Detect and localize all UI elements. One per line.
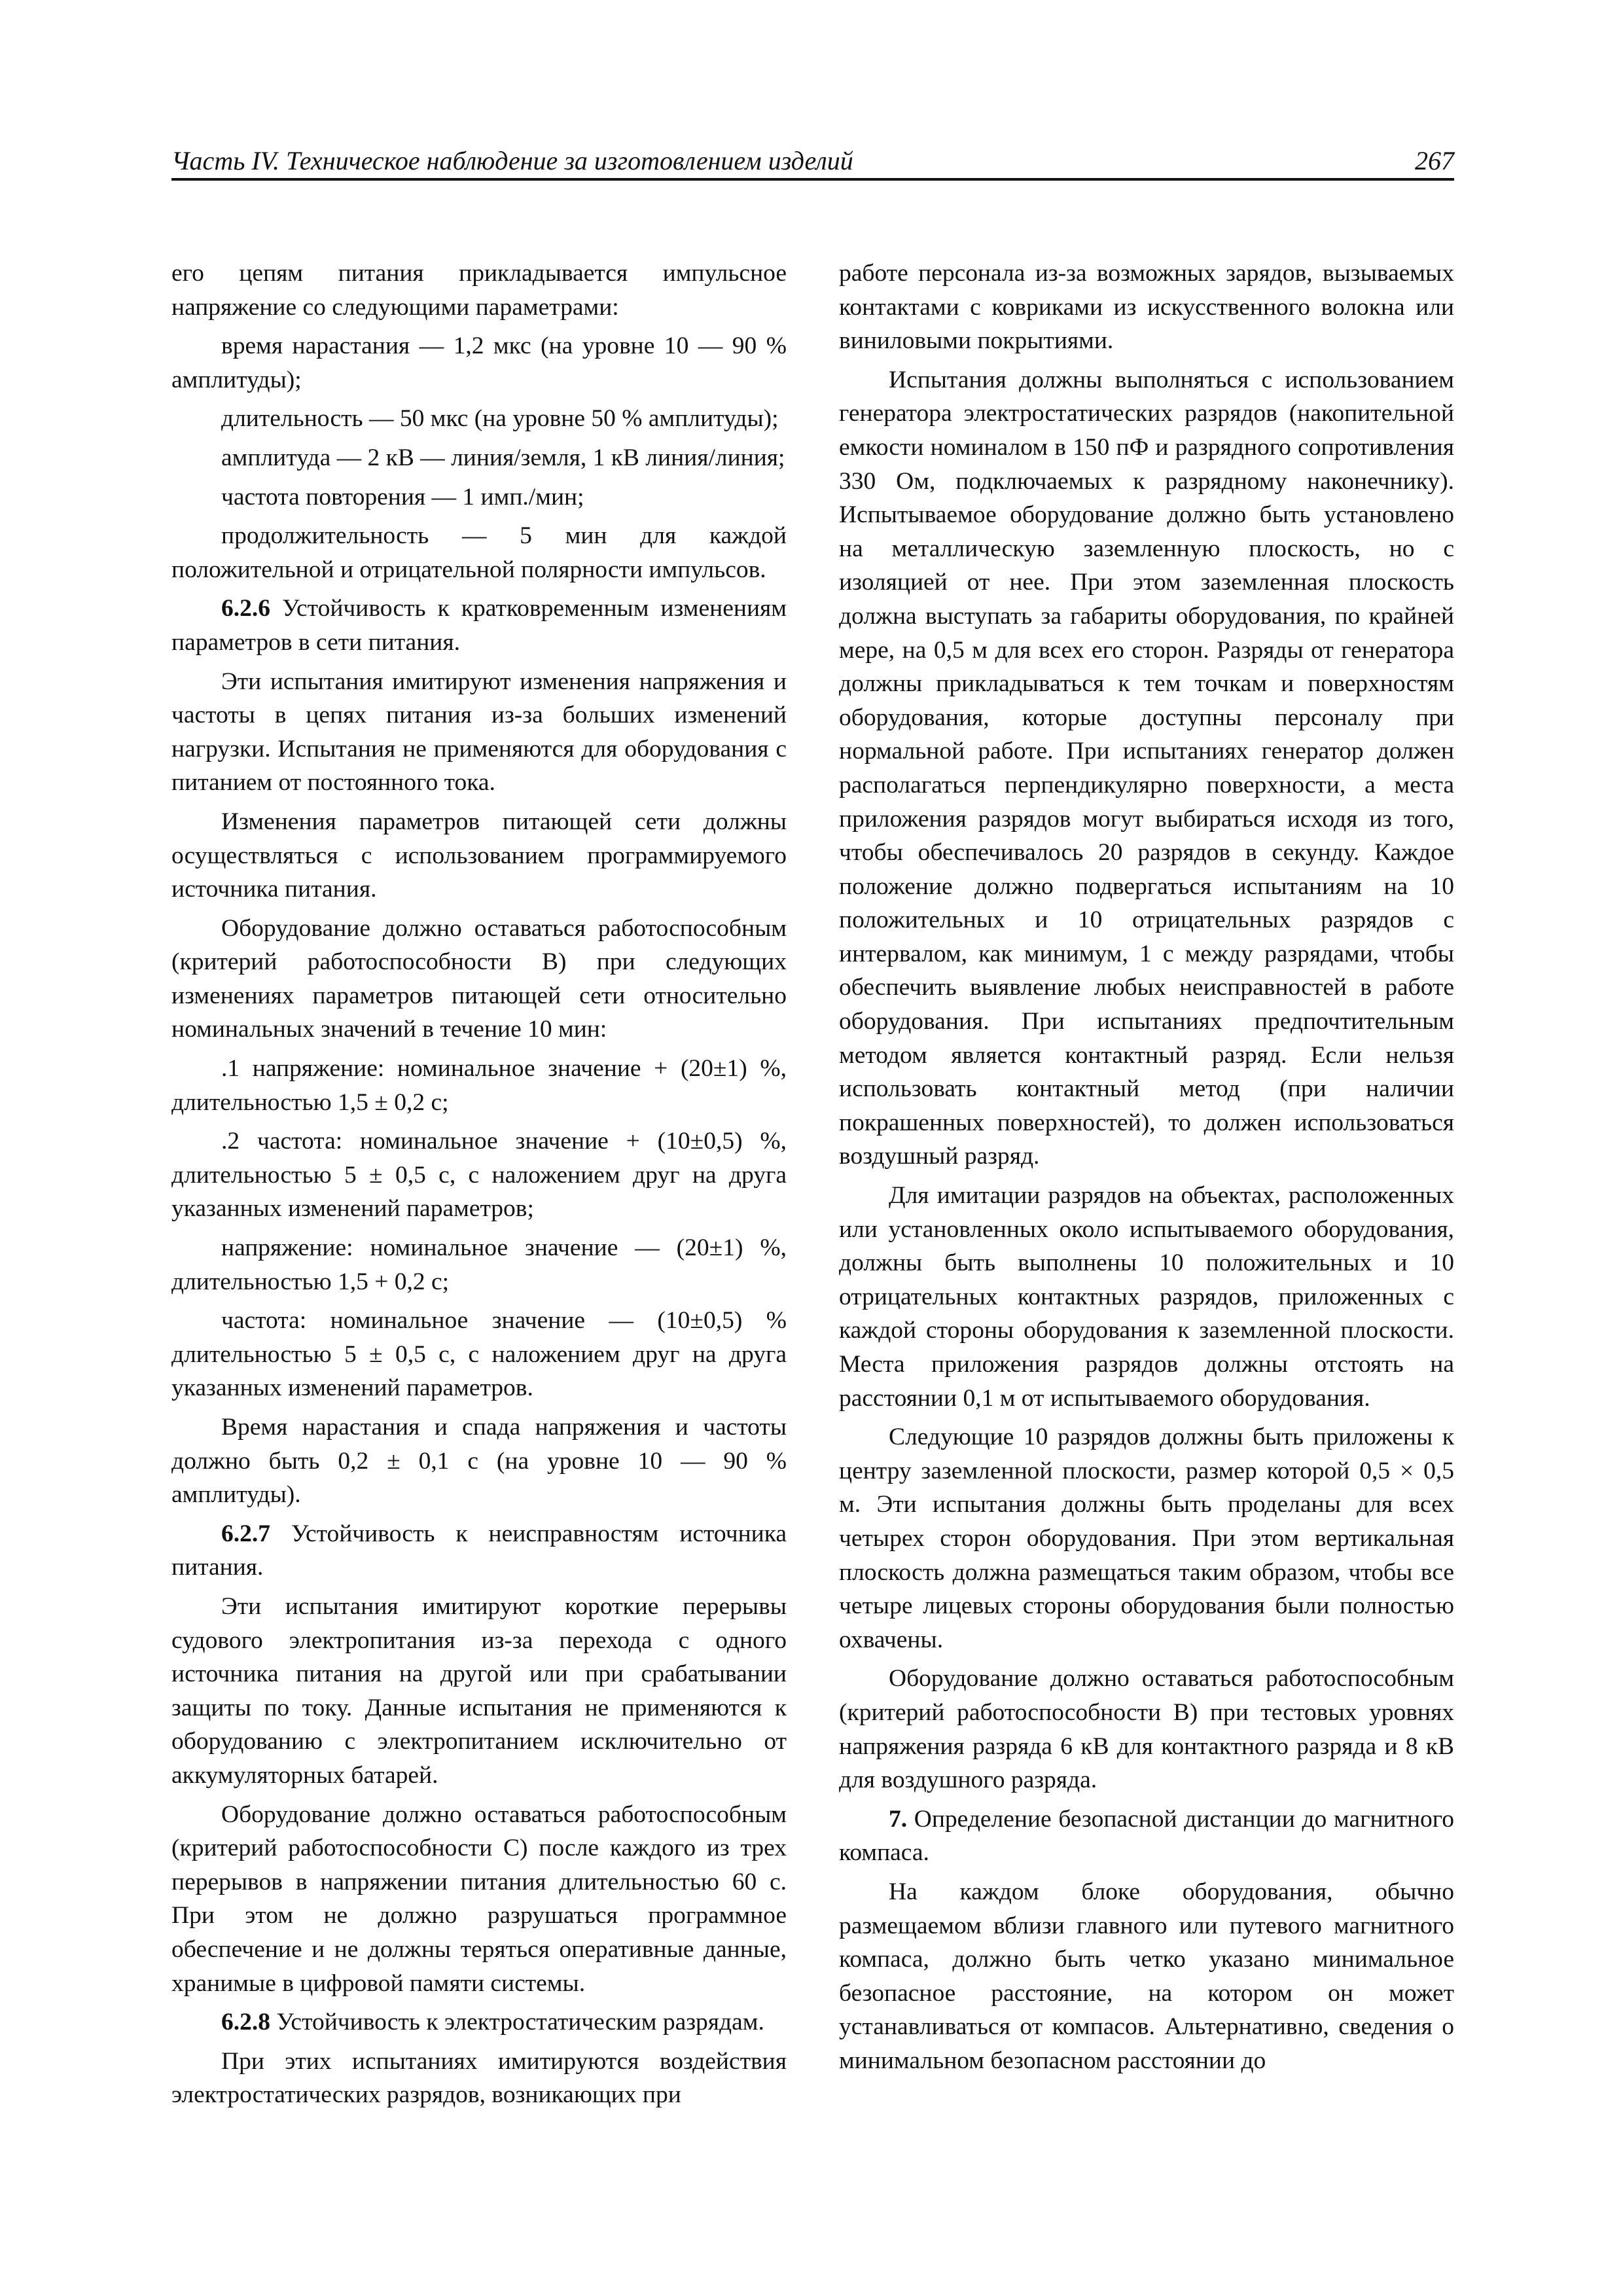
section-heading-6-2-7 [171, 1517, 787, 1585]
paragraph: Оборудование должно оставаться работоспособным (критерий работоспособности B) при тестовых уровнях напряжения разряда 6 кВ для контактного разряда и 8 кВ для воздушного разряда. [839, 1665, 1454, 1794]
paragraph: его цепям питания прикладывается импульсное напряжение со следующими параметрами: [171, 260, 787, 321]
section-title: Устойчивость к неисправностям источника питания. [171, 1520, 787, 1581]
section-number: 6.2.8 [221, 2009, 270, 2036]
section-heading-7 [839, 1803, 1454, 1870]
paragraph: Изменения параметров питающей сети должны осуществляться с использованием программируемого источника питания. [171, 808, 787, 903]
paragraph: частота: номинальное значение — (10±0,5) % длительностью 5 ± 0,5 с, с наложением друг на друга указанных изменений параметров. [171, 1307, 787, 1402]
paragraph: напряжение: номинальное значение — (20±1) %, длительностью 1,5 + 0,2 с; [171, 1234, 787, 1295]
section-number: 7. [889, 1805, 908, 1833]
section-heading-6-2-6 [171, 592, 787, 659]
section-title: Устойчивость к электростатическим разрядам. [270, 2009, 764, 2036]
paragraph: Эти испытания имитируют короткие перерывы судового электропитания из-за перехода с одного источника питания на другой или при срабатывании защиты по току. Данные испытания не применяются к оборудованию с электропитанием исключительно от аккумуляторных батарей. [171, 1592, 787, 1789]
list-item: .1 напряжение: номинальное значение + (20±1) %, длительностью 1,5 ± 0,2 с; [171, 1055, 787, 1116]
paragraph: Для имитации разрядов на объектах, расположенных или установленных около испытываемого оборудования, должны быть выполнены 10 положительных и 10 отрицательных контактных разрядов, приложенных с каждой стороны оборудования к заземленной плоскости. Места приложения разрядов должны отстоять на расстоянии 0,1 м от испытываемого оборудования. [839, 1182, 1454, 1412]
paragraph: Испытания должны выполняться с использованием генератора электростатических разрядов (накопительной емкости номиналом в 150 пФ и разрядного сопротивления 330 Ом, подключаемых к разрядному наконечнику). Испытываемое оборудование должно быть установлено на металлическую заземленную плоскость, но с изоляцией от нее. При этом заземленная плоскость должна выступать за габариты оборудования, по крайней мере, на 0,5 м для всех его сторон. Разряды от генератора должны прикладываться к тем точкам и поверхностям оборудования, которые доступны персоналу при нормальной работе. При испытаниях генератор должен располагаться перпендикулярно поверхности, а места приложения разрядов могут выбираться исходя из того, чтобы обеспечивалось 20 разрядов в секунду. Каждое положение должно подвергаться испытаниям на 10 положительных и 10 отрицательных разрядов с интервалом, как минимум, 1 с между разрядами, чтобы обеспечить выявление любых неисправностей в работе оборудования. При испытаниях предпочтительным методом является контактный разряд. Если нельзя использовать контактный метод (при наличии покрашенных поверхностей), то должен использоваться воздушный разряд. [839, 366, 1454, 1170]
paragraph: Следующие 10 разрядов должны быть приложены к центру заземленной плоскости, размер которой 0,5 × 0,5 м. Эти испытания должны быть проделаны для всех четырех сторон оборудования. При этом вертикальная плоскость должна размещаться таким образом, чтобы все четыре лицевых стороны оборудования были полностью охвачены. [839, 1424, 1454, 1653]
paragraph: Оборудование должно оставаться работоспособным (критерий работоспособности C) после каждого из трех перерывов в напряжении питания длительностью 60 с. При этом не должно разрушаться программное обеспечение и не должны теряться оперативные данные, хранимые в цифровой памяти системы. [171, 1801, 787, 1997]
running-header [171, 145, 1454, 177]
paragraph: На каждом блоке оборудования, обычно размещаемом вблизи главного или путевого магнитного компаса, должно быть четко указано минимальное безопасное расстояние, на котором он может устанавливаться от компасов. Альтернативно, сведения о минимальном безопасном расстоянии до [839, 1878, 1454, 2074]
running-header-title: Часть IV. Техническое наблюдение за изготовлением изделий [171, 146, 853, 175]
paragraph: работе персонала из-за возможных зарядов, вызываемых контактами с ковриками из искусственного волокна или виниловыми покрытиями. [839, 260, 1454, 355]
paragraph: длительность — 50 мкс (на уровне 50 % амплитуды); [221, 405, 779, 433]
section-heading-6-2-8 [171, 2005, 787, 2039]
paragraph: частота повторения — 1 имп./мин; [221, 483, 584, 511]
paragraph: Оборудование должно оставаться работоспособным (критерий работоспособности B) при следующих изменениях параметров питающей сети относительно номинальных значений в течение 10 мин: [171, 914, 787, 1043]
paragraph: При этих испытаниях имитируются воздействия электростатических разрядов, возникающих при [171, 2047, 787, 2109]
right-column [839, 257, 1454, 2077]
header-rule [171, 178, 1454, 181]
section-number: 6.2.7 [221, 1520, 270, 1547]
paragraph: амплитуда — 2 кВ — линия/земля, 1 кВ линия/линия; [221, 444, 785, 471]
paragraph: Эти испытания имитируют изменения напряжения и частоты в цепях питания из-за больших изменений нагрузки. Испытания не применяются для оборудования с питанием от постоянного тока. [171, 668, 787, 797]
page-number: 267 [1415, 146, 1454, 175]
section-title: Определение безопасной дистанции до магнитного компаса. [839, 1805, 1454, 1867]
paragraph: Время нарастания и спада напряжения и частоты должно быть 0,2 ± 0,1 с (на уровне 10 — 90 % амплитуды). [171, 1414, 787, 1509]
list-item: .2 частота: номинальное значение + (10±0,5) %, длительностью 5 ± 0,5 с, с наложением друг на друга указанных изменений параметров; [171, 1128, 787, 1223]
paragraph: время нарастания — 1,2 мкс (на уровне 10 — 90 % амплитуды); [171, 332, 787, 393]
paragraph: продолжительность — 5 мин для каждой положительной и отрицательной полярности импульсов. [171, 522, 787, 583]
section-number: 6.2.6 [221, 595, 270, 622]
section-title: Устойчивость к кратковременным изменениям параметров в сети питания. [171, 595, 787, 656]
left-column [171, 257, 787, 2112]
